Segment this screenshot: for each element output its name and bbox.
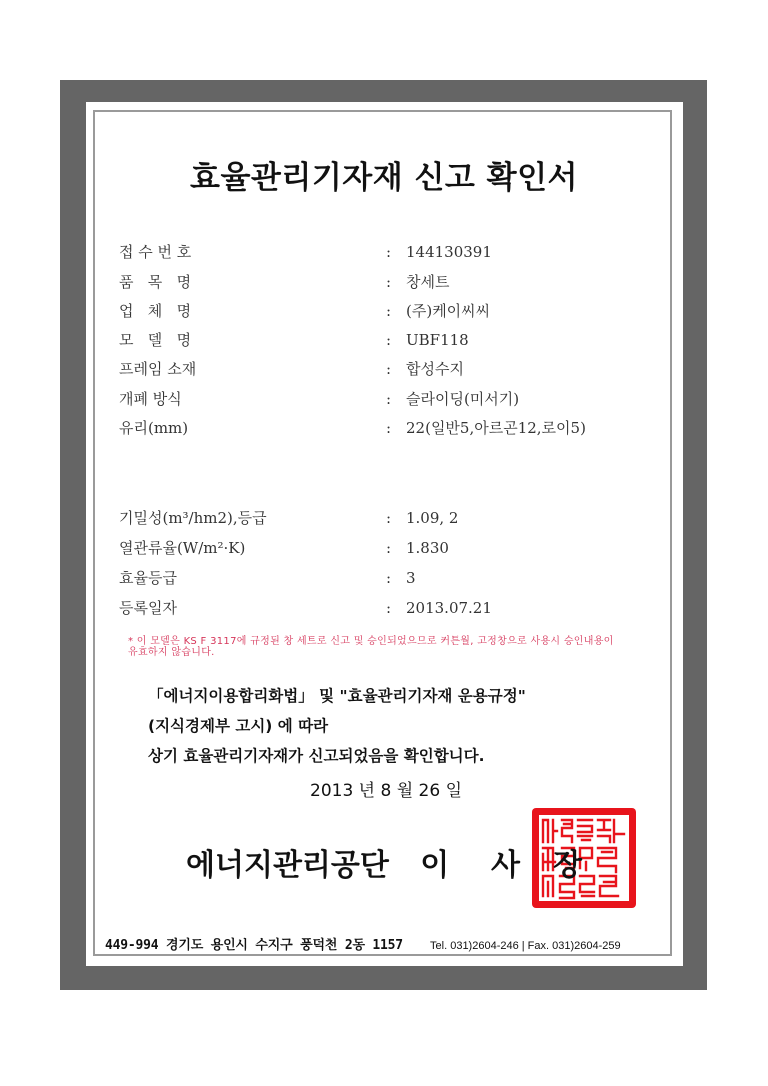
field-label: 등록일자 <box>119 599 177 617</box>
field-colon: : <box>386 599 392 617</box>
footer-address: 449-994 경기도 용인시 수지구 풍덕천 2동 1157 <box>105 938 403 953</box>
field-label: 기밀성(m³/hm2),등급 <box>119 509 267 527</box>
field-value: UBF118 <box>406 331 469 349</box>
field-value: 합성수지 <box>406 360 464 378</box>
field-label: 모 델 명 <box>119 331 192 349</box>
field-row-glass <box>119 416 639 440</box>
official-seal-icon <box>530 806 638 910</box>
field-colon: : <box>386 243 392 261</box>
field-colon: : <box>386 419 392 437</box>
issuer-name: 에너지관리공단 이 사 <box>186 848 520 883</box>
field-label: 개폐 방식 <box>119 390 182 408</box>
field-row-product-name <box>119 270 639 294</box>
field-label: 열관류율(W/m²·K) <box>119 539 246 557</box>
field-label: 업 체 명 <box>119 302 192 320</box>
field-row-efficiency-grade <box>119 566 639 590</box>
field-colon: : <box>386 569 392 587</box>
field-colon: : <box>386 360 392 378</box>
statement-line-2: (지식경제부 고시) 에 따라 <box>148 717 329 735</box>
issue-date: 2013 년 8 월 26 일 <box>310 781 462 801</box>
field-row-registration-date <box>119 596 639 620</box>
field-value: 창세트 <box>406 273 450 291</box>
statement-line-1: 「에너지이용합리화법」 및 "효율관리기자재 운용규정" <box>148 687 526 705</box>
field-colon: : <box>386 390 392 408</box>
field-value: (주)케이씨씨 <box>406 302 491 320</box>
field-row-company-name <box>119 299 639 323</box>
field-label: 프레임 소재 <box>119 360 197 378</box>
field-value: 22(일반5,아르곤12,로이5) <box>406 419 586 437</box>
field-label: 품 목 명 <box>119 273 192 291</box>
footer <box>105 934 621 953</box>
field-row-airtightness <box>119 506 639 530</box>
field-row-thermal-transmittance <box>119 536 639 560</box>
usage-note: * 이 모델은 KS F 3117에 규정된 창 세트로 신고 및 승인되었으므로 커튼월, 고정창으로 사용시 승인내용이 유효하지 않습니다. <box>128 636 614 658</box>
field-label: 효율등급 <box>119 569 177 587</box>
field-row-opening-type <box>119 387 639 411</box>
field-colon: : <box>386 539 392 557</box>
field-value: 144130391 <box>406 243 492 261</box>
document-title: 효율관리기자재 신고 확인서 <box>190 160 578 196</box>
issuer-title-last-char: 장 <box>553 848 582 883</box>
field-row-receipt-number <box>119 240 639 264</box>
footer-contact: Tel. 031)2604-246 | Fax. 031)2604-259 <box>430 940 621 952</box>
field-row-frame-material <box>119 357 639 381</box>
field-row-model-name <box>119 328 639 352</box>
statement-line-3: 상기 효율관리기자재가 신고되었음을 확인합니다. <box>148 747 485 765</box>
field-value: 2013.07.21 <box>406 599 492 617</box>
field-value: 슬라이딩(미서기) <box>406 390 520 408</box>
field-label: 접 수 번 호 <box>119 243 192 261</box>
field-colon: : <box>386 302 392 320</box>
field-colon: : <box>386 273 392 291</box>
field-colon: : <box>386 509 392 527</box>
field-value: 3 <box>406 569 416 587</box>
field-value: 1.830 <box>406 539 449 557</box>
field-value: 1.09, 2 <box>406 509 459 527</box>
field-colon: : <box>386 331 392 349</box>
field-label: 유리(mm) <box>119 419 189 437</box>
